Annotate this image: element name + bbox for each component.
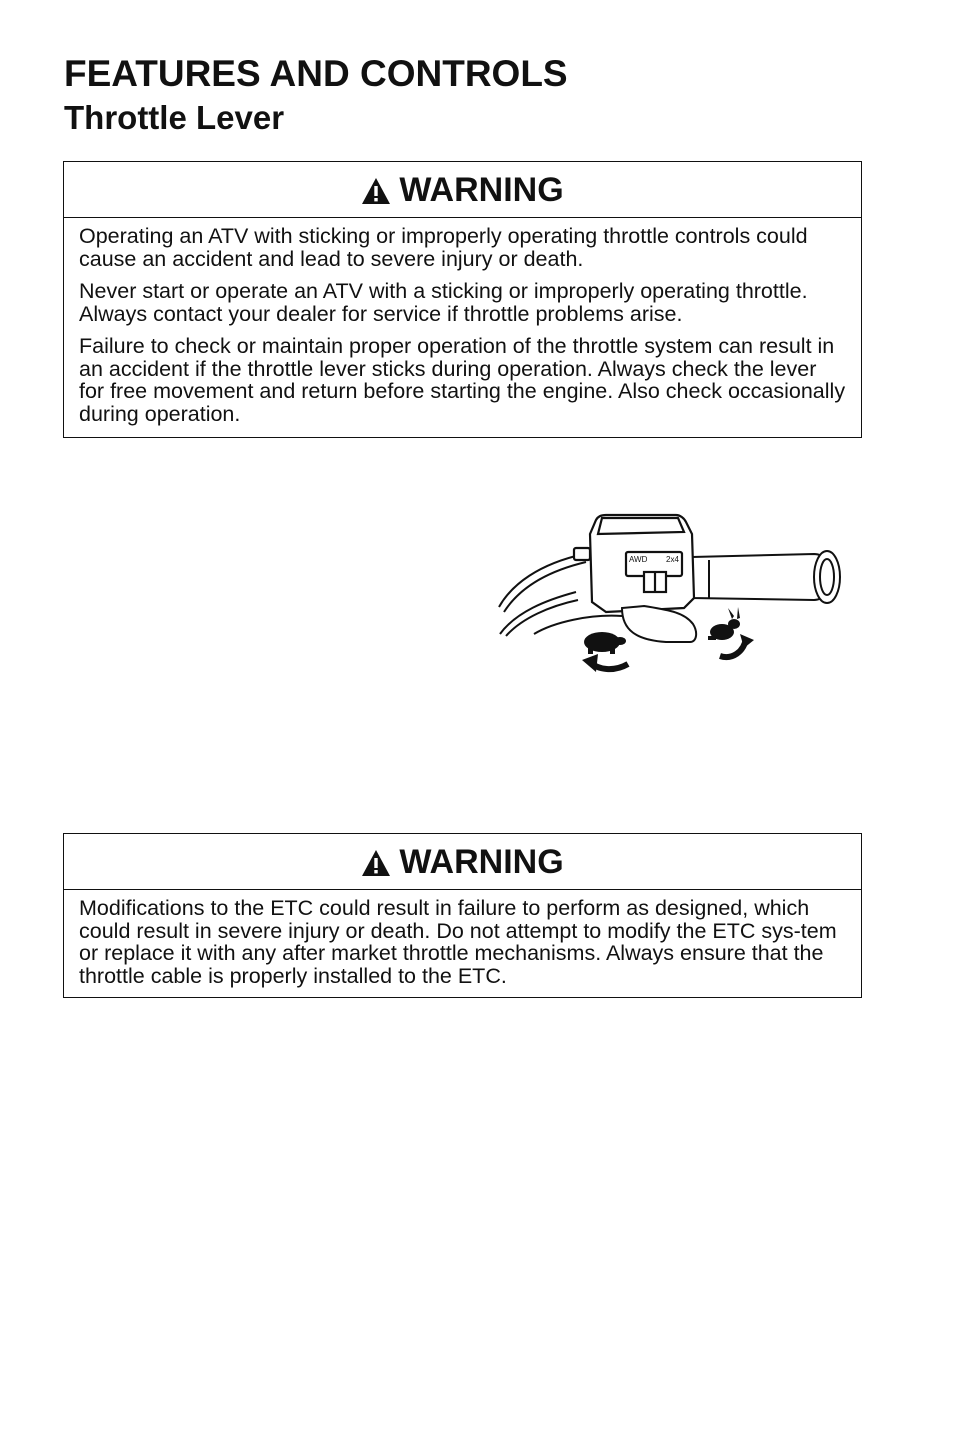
warning-body bbox=[64, 218, 861, 434]
handlebar-grip bbox=[692, 551, 840, 603]
warning-paragraph: Operating an ATV with sticking or improperly operating throttle controls could cause an accident and lead to severe injury or death. bbox=[79, 224, 808, 271]
warning-paragraph: Never start or operate an ATV with a sticking or improperly operating throttle. Always contact your dealer for service if throttle problems arise. bbox=[79, 279, 808, 326]
turtle-slow-icon bbox=[584, 632, 626, 654]
warning-title: WARNING bbox=[399, 842, 564, 881]
warning-header bbox=[64, 834, 861, 890]
warning-title: WARNING bbox=[399, 170, 564, 209]
throttle-cable bbox=[499, 554, 586, 636]
awd-label: AWD bbox=[629, 555, 648, 564]
throttle-lever-illustration bbox=[494, 512, 846, 682]
warning-box bbox=[63, 833, 862, 998]
warning-header bbox=[64, 162, 861, 218]
subsection-title: Throttle Lever bbox=[64, 99, 285, 136]
2x4-label: 2x4 bbox=[666, 555, 679, 564]
curved-arrow-icon bbox=[582, 654, 628, 672]
warning-body bbox=[64, 890, 861, 996]
rabbit-fast-icon bbox=[708, 607, 740, 640]
warning-paragraph: Failure to check or maintain proper operation of the throttle system can result in an accident if the throttle lever sticks during operation. Always check the lever for free movement and return before starting the engine. Also check occasionally during operation. bbox=[79, 334, 846, 426]
warning-paragraph: Modifications to the ETC could result in failure to perform as designed, which could result in severe injury or death. Do not attempt to modify the ETC sys-tem or replace it with any after market throttle mechanisms. Always ensure that the throttle cable is properly installed to the ETC. bbox=[79, 896, 837, 988]
switch-housing bbox=[574, 515, 694, 612]
warning-box bbox=[63, 161, 862, 438]
section-title: FEATURES AND CONTROLS bbox=[64, 53, 568, 94]
warning-triangle-icon bbox=[361, 849, 391, 877]
warning-triangle-icon bbox=[361, 177, 391, 205]
